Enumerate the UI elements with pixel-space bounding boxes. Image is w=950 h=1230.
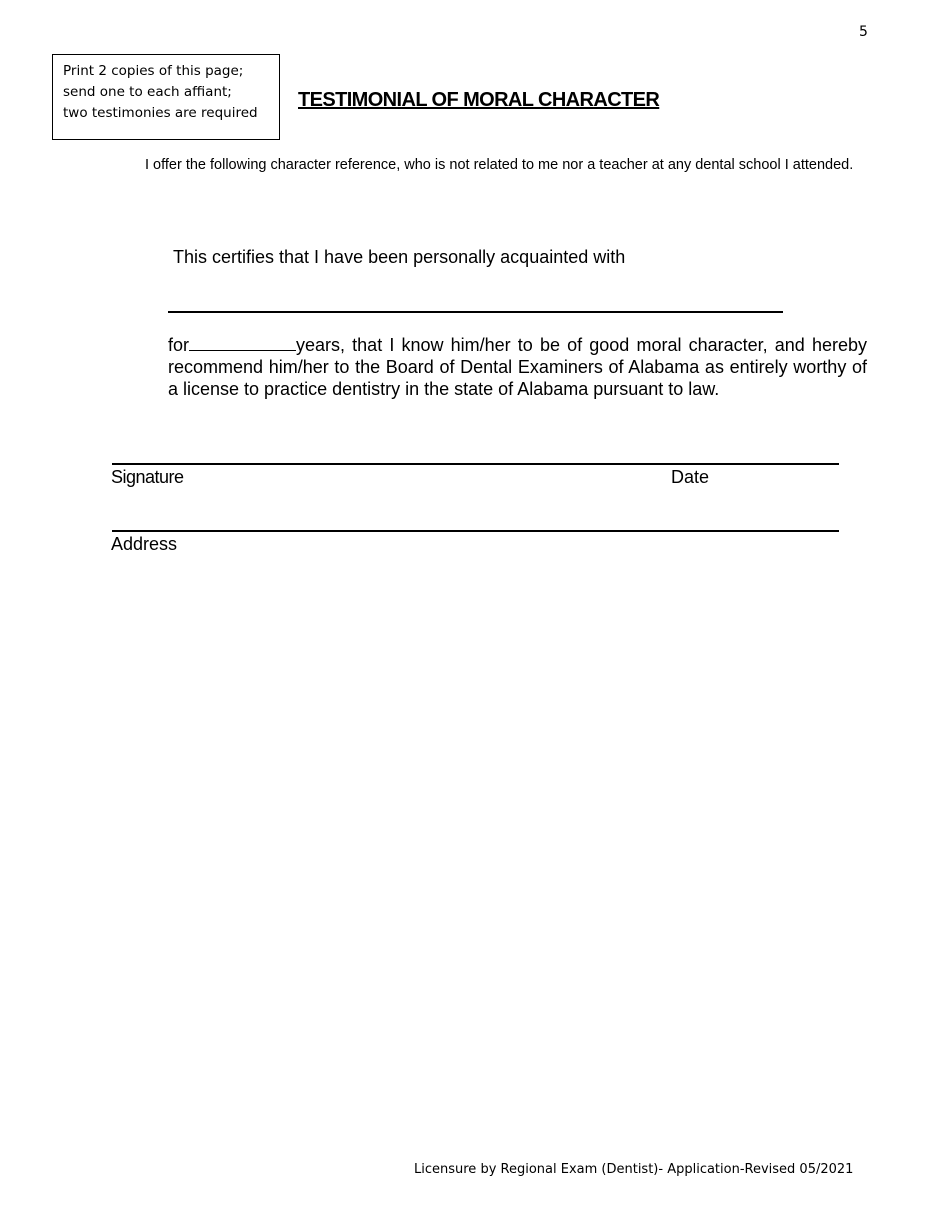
recommendation-text: years, that I know him/her to be of good moral character, and hereby recommend him/her to the Board of Dental Examiners of Alabama as entirely worthy of a license to practice dentistry in the state of Alabama pursuant to law. <box>168 335 867 399</box>
page-number: 5 <box>859 24 868 40</box>
address-line[interactable] <box>112 530 839 532</box>
intro-paragraph: I offer the following character reference, who is not related to me nor a teacher at any dental school I attended. <box>145 157 854 173</box>
date-label: Date <box>671 467 710 487</box>
instruction-line: Print 2 copies of this page; <box>63 63 244 79</box>
recommendation-paragraph <box>168 334 867 400</box>
print-instructions-box <box>52 54 280 140</box>
instruction-line: send one to each affiant; <box>63 84 232 100</box>
address-label: Address <box>111 534 178 554</box>
certify-statement: This certifies that I have been personally acquainted with <box>173 247 626 267</box>
signature-label: Signature <box>111 467 184 487</box>
page-footer: Licensure by Regional Exam (Dentist)- Application-Revised 05/2021 <box>414 1162 854 1177</box>
page-title: TESTIMONIAL OF MORAL CHARACTER <box>298 89 660 111</box>
instruction-line: two testimonies are required <box>63 105 258 121</box>
applicant-name-line[interactable] <box>168 311 783 313</box>
for-word: for <box>168 335 190 355</box>
signature-line[interactable] <box>112 463 839 465</box>
years-blank-field[interactable] <box>189 334 296 351</box>
